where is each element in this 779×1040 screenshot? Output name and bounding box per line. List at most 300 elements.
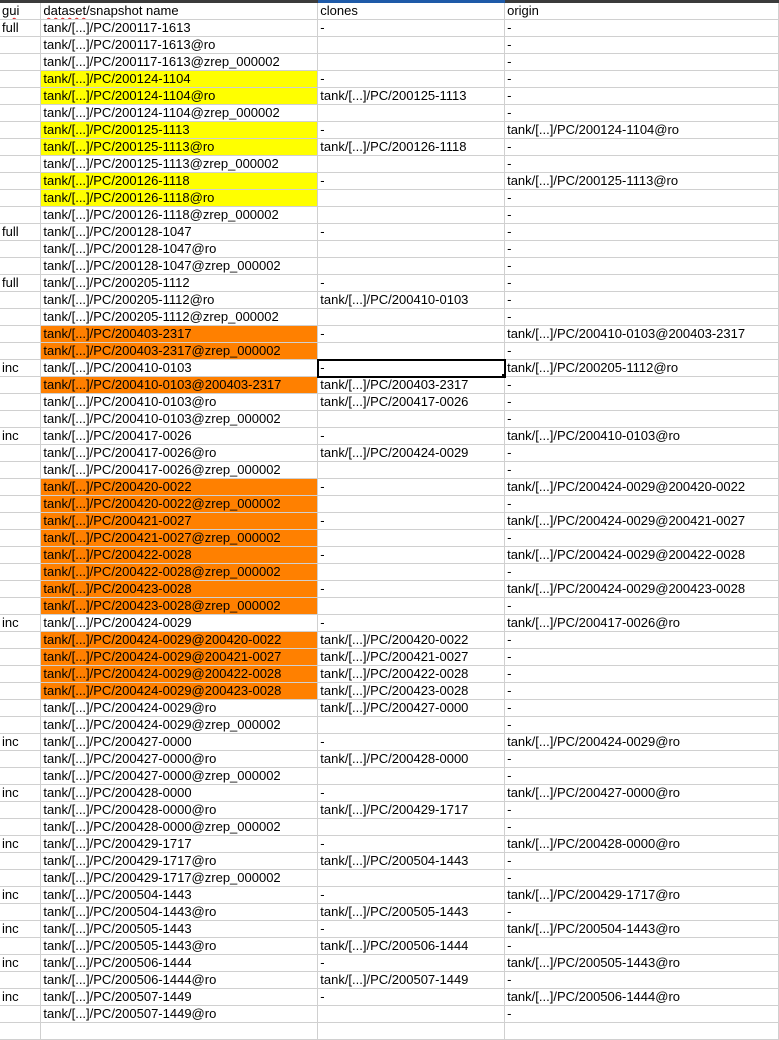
cell-gui[interactable]	[0, 513, 41, 530]
table-row	[0, 904, 779, 921]
cell-clones[interactable]	[318, 207, 505, 224]
cell-gui[interactable]	[0, 972, 41, 989]
table-row	[0, 921, 779, 938]
cell-name[interactable]: tank/[...]/PC/200124-1104	[41, 71, 318, 88]
cell-name[interactable]: tank/[...]/PC/200424-0029@200420-0022	[41, 632, 318, 649]
cell-gui[interactable]	[0, 37, 41, 54]
cell-gui[interactable]	[0, 105, 41, 122]
cell-name[interactable]: tank/[...]/PC/200423-0028	[41, 581, 318, 598]
cell-name[interactable]: tank/[...]/PC/200506-1444@ro	[41, 972, 318, 989]
cell-name[interactable]: tank/[...]/PC/200424-0029	[41, 615, 318, 632]
cell-origin[interactable]: -	[505, 20, 779, 37]
table-row	[0, 1006, 779, 1023]
cell-name[interactable]: tank/[...]/PC/200125-1113@ro	[41, 139, 318, 156]
header-cell-origin[interactable]	[505, 3, 779, 20]
table-row	[0, 173, 779, 190]
table-row	[0, 224, 779, 241]
cell-clones[interactable]: -	[318, 20, 505, 37]
cell-clones[interactable]: tank/[...]/PC/200507-1449	[318, 972, 505, 989]
cell-gui[interactable]	[0, 819, 41, 836]
cell-origin[interactable]: tank/[...]/PC/200429-1717@ro	[505, 887, 779, 904]
cell-clones[interactable]: tank/[...]/PC/200428-0000	[318, 751, 505, 768]
cell-origin[interactable]: -	[505, 105, 779, 122]
cell-origin[interactable]: -	[505, 292, 779, 309]
table-row	[0, 105, 779, 122]
cell-gui[interactable]	[0, 462, 41, 479]
cell-gui[interactable]	[0, 258, 41, 275]
cell-gui[interactable]	[0, 496, 41, 513]
table-row	[0, 207, 779, 224]
cell-name[interactable]: tank/[...]/PC/200429-1717	[41, 836, 318, 853]
cell-clones[interactable]: tank/[...]/PC/200125-1113	[318, 88, 505, 105]
cell-clones[interactable]	[318, 241, 505, 258]
cell-gui[interactable]: inc	[0, 785, 41, 802]
cell-gui[interactable]	[0, 547, 41, 564]
table-row	[0, 785, 779, 802]
cell-gui[interactable]	[0, 377, 41, 394]
cell-origin[interactable]: -	[505, 751, 779, 768]
cell-origin[interactable]: -	[505, 258, 779, 275]
cell-gui[interactable]	[0, 292, 41, 309]
cell-clones[interactable]: -	[318, 479, 505, 496]
cell-name[interactable]: tank/[...]/PC/200504-1443@ro	[41, 904, 318, 921]
cell-name[interactable]: tank/[...]/PC/200422-0028	[41, 547, 318, 564]
cell-gui[interactable]: inc	[0, 360, 41, 377]
cell-clones[interactable]: tank/[...]/PC/200505-1443	[318, 904, 505, 921]
cell-origin[interactable]: -	[505, 275, 779, 292]
cell-clones[interactable]: tank/[...]/PC/200421-0027	[318, 649, 505, 666]
cell-name[interactable]: tank/[...]/PC/200128-1047@zrep_000002	[41, 258, 318, 275]
cell-clones[interactable]	[318, 598, 505, 615]
cell-origin[interactable]: -	[505, 853, 779, 870]
header-cell-name[interactable]	[41, 3, 318, 20]
table-row	[0, 751, 779, 768]
table-row	[0, 649, 779, 666]
cell-name[interactable]: tank/[...]/PC/200205-1112	[41, 275, 318, 292]
cell-gui[interactable]: full	[0, 20, 41, 37]
cell-gui[interactable]	[0, 207, 41, 224]
cell-origin[interactable]: tank/[...]/PC/200424-0029@200420-0022	[505, 479, 779, 496]
cell-clones[interactable]: tank/[...]/PC/200424-0029	[318, 445, 505, 462]
cell-origin[interactable]: tank/[...]/PC/200205-1112@ro	[505, 360, 779, 377]
header-row	[0, 3, 779, 20]
cell-gui[interactable]	[0, 802, 41, 819]
cell-name[interactable]: tank/[...]/PC/200428-0000@zrep_000002	[41, 819, 318, 836]
table-row	[0, 717, 779, 734]
table-row	[0, 513, 779, 530]
cell-gui[interactable]	[0, 1006, 41, 1023]
cell-clones[interactable]	[318, 564, 505, 581]
table-row	[0, 632, 779, 649]
table-row	[0, 309, 779, 326]
table-row	[0, 1023, 779, 1040]
cell-clones[interactable]: -	[318, 887, 505, 904]
cell-gui[interactable]	[0, 173, 41, 190]
table-row	[0, 139, 779, 156]
cell-origin[interactable]: -	[505, 445, 779, 462]
table-row	[0, 462, 779, 479]
cell-clones[interactable]: -	[318, 921, 505, 938]
cell-origin[interactable]: -	[505, 394, 779, 411]
table-row	[0, 20, 779, 37]
cell-name[interactable]: tank/[...]/PC/200427-0000@ro	[41, 751, 318, 768]
cell-name[interactable]: tank/[...]/PC/200420-0022@zrep_000002	[41, 496, 318, 513]
cell-name[interactable]: tank/[...]/PC/200410-0103@200403-2317	[41, 377, 318, 394]
cell-gui[interactable]: full	[0, 275, 41, 292]
cell-origin[interactable]: -	[505, 71, 779, 88]
cell-clones[interactable]	[318, 768, 505, 785]
cell-clones[interactable]	[318, 190, 505, 207]
cell-gui[interactable]	[0, 88, 41, 105]
cell-origin[interactable]: tank/[...]/PC/200424-0029@200422-0028	[505, 547, 779, 564]
table-row	[0, 734, 779, 751]
cell-clones[interactable]	[318, 309, 505, 326]
cell-name[interactable]: tank/[...]/PC/200124-1104@zrep_000002	[41, 105, 318, 122]
table-row	[0, 71, 779, 88]
table-row	[0, 343, 779, 360]
cell-gui[interactable]	[0, 700, 41, 717]
cell-gui[interactable]	[0, 394, 41, 411]
cell-clones[interactable]: -	[318, 547, 505, 564]
cell-name[interactable]: tank/[...]/PC/200421-0027	[41, 513, 318, 530]
cell-origin[interactable]: -	[505, 768, 779, 785]
cell-gui[interactable]	[0, 241, 41, 258]
cell-name[interactable]: tank/[...]/PC/200403-2317	[41, 326, 318, 343]
cell-origin[interactable]: -	[505, 156, 779, 173]
cell-clones[interactable]	[318, 105, 505, 122]
table-row	[0, 496, 779, 513]
cell-origin[interactable]: -	[505, 802, 779, 819]
cell-clones[interactable]	[318, 496, 505, 513]
table-row	[0, 802, 779, 819]
cell-origin[interactable]: -	[505, 717, 779, 734]
cell-clones[interactable]: -	[318, 428, 505, 445]
table-row	[0, 377, 779, 394]
cell-clones[interactable]: tank/[...]/PC/200417-0026	[318, 394, 505, 411]
cell-clones[interactable]: tank/[...]/PC/200429-1717	[318, 802, 505, 819]
cell-name[interactable]: tank/[...]/PC/200126-1118	[41, 173, 318, 190]
cell-name[interactable]: tank/[...]/PC/200128-1047	[41, 224, 318, 241]
cell-name[interactable]: tank/[...]/PC/200126-1118@zrep_000002	[41, 207, 318, 224]
cell-origin[interactable]: -	[505, 496, 779, 513]
cell-origin[interactable]: tank/[...]/PC/200504-1443@ro	[505, 921, 779, 938]
cell-gui[interactable]	[0, 649, 41, 666]
table-row	[0, 836, 779, 853]
cell-name[interactable]: tank/[...]/PC/200506-1444	[41, 955, 318, 972]
cell-gui[interactable]	[0, 938, 41, 955]
spellcheck-underline: dataset	[43, 3, 87, 18]
cell-gui[interactable]: inc	[0, 836, 41, 853]
cell-name[interactable]: tank/[...]/PC/200125-1113	[41, 122, 318, 139]
header-cell-clones[interactable]	[318, 3, 505, 20]
cell-name[interactable]: tank/[...]/PC/200126-1118@ro	[41, 190, 318, 207]
cell-origin[interactable]: -	[505, 309, 779, 326]
cell-clones[interactable]: -	[318, 581, 505, 598]
cell-name[interactable]: tank/[...]/PC/200410-0103@ro	[41, 394, 318, 411]
cell-origin[interactable]: tank/[...]/PC/200505-1443@ro	[505, 955, 779, 972]
cell-clones[interactable]: -	[318, 989, 505, 1006]
cell-clones[interactable]: -	[318, 955, 505, 972]
cell-name[interactable]: tank/[...]/PC/200125-1113@zrep_000002	[41, 156, 318, 173]
cell-gui[interactable]	[0, 326, 41, 343]
cell-origin[interactable]: -	[505, 598, 779, 615]
table-row	[0, 122, 779, 139]
cell-name[interactable]: tank/[...]/PC/200424-0029@zrep_000002	[41, 717, 318, 734]
cell-origin[interactable]: -	[505, 190, 779, 207]
header-name-label: dataset/snapshot name	[43, 3, 179, 18]
cell-gui[interactable]	[0, 666, 41, 683]
cell-gui[interactable]	[0, 139, 41, 156]
cell-origin[interactable]: tank/[...]/PC/200506-1444@ro	[505, 989, 779, 1006]
cell-gui[interactable]	[0, 122, 41, 139]
cell-clones[interactable]: -	[318, 173, 505, 190]
cell-gui[interactable]: inc	[0, 428, 41, 445]
cell-clones[interactable]	[318, 54, 505, 71]
table-row	[0, 445, 779, 462]
cell-gui[interactable]	[0, 71, 41, 88]
cell-clones[interactable]: -	[318, 326, 505, 343]
table-row	[0, 938, 779, 955]
cell-origin[interactable]: -	[505, 683, 779, 700]
cell-name[interactable]: tank/[...]/PC/200403-2317@zrep_000002	[41, 343, 318, 360]
cell-clones[interactable]: -	[318, 734, 505, 751]
cell-gui[interactable]: inc	[0, 921, 41, 938]
cell-origin[interactable]: tank/[...]/PC/200424-0029@200423-0028	[505, 581, 779, 598]
cell-gui[interactable]: inc	[0, 615, 41, 632]
cell-gui[interactable]	[0, 530, 41, 547]
cell-origin[interactable]: -	[505, 700, 779, 717]
cell-gui[interactable]	[0, 343, 41, 360]
cell-gui[interactable]	[0, 870, 41, 887]
cell-origin[interactable]: -	[505, 972, 779, 989]
cell-name[interactable]: tank/[...]/PC/200504-1443	[41, 887, 318, 904]
cell-gui[interactable]	[0, 598, 41, 615]
cell-clones[interactable]	[318, 343, 505, 360]
cell-gui[interactable]	[0, 190, 41, 207]
cell-clones[interactable]	[318, 258, 505, 275]
cell-clones[interactable]	[318, 156, 505, 173]
cell-gui[interactable]: inc	[0, 734, 41, 751]
cell-gui[interactable]	[0, 581, 41, 598]
cell-gui[interactable]: inc	[0, 989, 41, 1006]
table-row	[0, 989, 779, 1006]
cell-origin[interactable]: -	[505, 224, 779, 241]
cell-origin[interactable]: -	[505, 88, 779, 105]
cell-name[interactable]: tank/[...]/PC/200505-1443	[41, 921, 318, 938]
cell-origin[interactable]: -	[505, 649, 779, 666]
cell-name[interactable]: tank/[...]/PC/200427-0000	[41, 734, 318, 751]
header-cell-gui[interactable]	[0, 3, 41, 20]
cell-clones[interactable]	[318, 37, 505, 54]
cell-name[interactable]: tank/[...]/PC/200421-0027@zrep_000002	[41, 530, 318, 547]
cell-gui[interactable]	[0, 904, 41, 921]
cell-origin[interactable]: -	[505, 462, 779, 479]
cell-gui[interactable]	[0, 853, 41, 870]
cell-clones[interactable]	[318, 1006, 505, 1023]
cell-name[interactable]: tank/[...]/PC/200128-1047@ro	[41, 241, 318, 258]
selected-cell[interactable]: -	[318, 360, 505, 377]
cell-gui[interactable]	[0, 1023, 41, 1040]
cell-origin[interactable]: -	[505, 1006, 779, 1023]
table-row	[0, 530, 779, 547]
table-row	[0, 955, 779, 972]
table-row	[0, 972, 779, 989]
cell-clones[interactable]: tank/[...]/PC/200403-2317	[318, 377, 505, 394]
cell-name[interactable]: tank/[...]/PC/200424-0029@ro	[41, 700, 318, 717]
cell-clones[interactable]	[318, 870, 505, 887]
cell-origin[interactable]: -	[505, 666, 779, 683]
table-row	[0, 581, 779, 598]
cell-origin[interactable]: -	[505, 530, 779, 547]
cell-gui[interactable]	[0, 683, 41, 700]
cell-gui[interactable]	[0, 445, 41, 462]
table-row	[0, 275, 779, 292]
table-row	[0, 479, 779, 496]
cell-origin[interactable]: -	[505, 564, 779, 581]
table-row	[0, 870, 779, 887]
cell-origin[interactable]: -	[505, 819, 779, 836]
cell-name[interactable]: tank/[...]/PC/200424-0029@200422-0028	[41, 666, 318, 683]
cell-origin[interactable]: tank/[...]/PC/200417-0026@ro	[505, 615, 779, 632]
cell-origin[interactable]: tank/[...]/PC/200424-0029@200421-0027	[505, 513, 779, 530]
cell-name[interactable]: tank/[...]/PC/200423-0028@zrep_000002	[41, 598, 318, 615]
cell-origin[interactable]: tank/[...]/PC/200410-0103@ro	[505, 428, 779, 445]
cell-clones[interactable]	[318, 411, 505, 428]
cell-clones[interactable]: tank/[...]/PC/200423-0028	[318, 683, 505, 700]
table-row	[0, 241, 779, 258]
cell-origin[interactable]: tank/[...]/PC/200125-1113@ro	[505, 173, 779, 190]
cell-name[interactable]: tank/[...]/PC/200505-1443@ro	[41, 938, 318, 955]
cell-name[interactable]: tank/[...]/PC/200424-0029@200423-0028	[41, 683, 318, 700]
cell-gui[interactable]	[0, 768, 41, 785]
cell-gui[interactable]	[0, 309, 41, 326]
header-origin-label: origin	[507, 3, 539, 18]
cell-name[interactable]: tank/[...]/PC/200427-0000@zrep_000002	[41, 768, 318, 785]
cell-origin[interactable]: -	[505, 632, 779, 649]
cell-origin[interactable]: tank/[...]/PC/200428-0000@ro	[505, 836, 779, 853]
cell-origin[interactable]	[505, 1023, 779, 1040]
cell-origin[interactable]: -	[505, 377, 779, 394]
cell-name[interactable]: tank/[...]/PC/200422-0028@zrep_000002	[41, 564, 318, 581]
cell-name[interactable]: tank/[...]/PC/200410-0103	[41, 360, 318, 377]
table-row	[0, 258, 779, 275]
cell-gui[interactable]: full	[0, 224, 41, 241]
table-row	[0, 37, 779, 54]
cell-name[interactable]: tank/[...]/PC/200428-0000	[41, 785, 318, 802]
cell-name[interactable]: tank/[...]/PC/200507-1449@ro	[41, 1006, 318, 1023]
cell-clones[interactable]: tank/[...]/PC/200427-0000	[318, 700, 505, 717]
cell-origin[interactable]: tank/[...]/PC/200427-0000@ro	[505, 785, 779, 802]
table-row	[0, 156, 779, 173]
cell-origin[interactable]: -	[505, 904, 779, 921]
cell-origin[interactable]: tank/[...]/PC/200410-0103@200403-2317	[505, 326, 779, 343]
spreadsheet-grid	[0, 3, 779, 1040]
cell-clones[interactable]: -	[318, 785, 505, 802]
cell-clones[interactable]: -	[318, 122, 505, 139]
cell-name[interactable]: tank/[...]/PC/200429-1717@ro	[41, 853, 318, 870]
cell-gui[interactable]	[0, 564, 41, 581]
header-clones-label: clones	[320, 3, 358, 18]
table-row	[0, 853, 779, 870]
table-row	[0, 683, 779, 700]
cell-clones[interactable]: -	[318, 513, 505, 530]
table-row	[0, 887, 779, 904]
cell-origin[interactable]: -	[505, 207, 779, 224]
table-row	[0, 598, 779, 615]
cell-gui[interactable]	[0, 479, 41, 496]
table-row	[0, 564, 779, 581]
cell-origin[interactable]: -	[505, 411, 779, 428]
cell-clones[interactable]: tank/[...]/PC/200410-0103	[318, 292, 505, 309]
cell-gui[interactable]: inc	[0, 887, 41, 904]
cell-gui[interactable]	[0, 411, 41, 428]
cell-gui[interactable]	[0, 751, 41, 768]
cell-clones[interactable]: -	[318, 836, 505, 853]
fill-handle[interactable]	[502, 374, 505, 377]
cell-name[interactable]: tank/[...]/PC/200117-1613@zrep_000002	[41, 54, 318, 71]
cell-origin[interactable]: -	[505, 37, 779, 54]
cell-name[interactable]: tank/[...]/PC/200417-0026@zrep_000002	[41, 462, 318, 479]
cell-origin[interactable]: -	[505, 241, 779, 258]
cell-name[interactable]: tank/[...]/PC/200205-1112@ro	[41, 292, 318, 309]
cell-clones[interactable]	[318, 819, 505, 836]
cell-clones[interactable]: tank/[...]/PC/200504-1443	[318, 853, 505, 870]
cell-name[interactable]	[41, 1023, 318, 1040]
cell-name[interactable]: tank/[...]/PC/200428-0000@ro	[41, 802, 318, 819]
cell-name[interactable]: tank/[...]/PC/200117-1613	[41, 20, 318, 37]
cell-name[interactable]: tank/[...]/PC/200124-1104@ro	[41, 88, 318, 105]
cell-clones[interactable]	[318, 717, 505, 734]
cell-origin[interactable]: tank/[...]/PC/200124-1104@ro	[505, 122, 779, 139]
cell-clones[interactable]: -	[318, 275, 505, 292]
cell-name[interactable]: tank/[...]/PC/200507-1449	[41, 989, 318, 1006]
table-row	[0, 819, 779, 836]
cell-origin[interactable]: -	[505, 139, 779, 156]
cell-clones[interactable]: tank/[...]/PC/200506-1444	[318, 938, 505, 955]
cell-clones[interactable]	[318, 462, 505, 479]
cell-name[interactable]: tank/[...]/PC/200410-0103@zrep_000002	[41, 411, 318, 428]
cell-origin[interactable]: -	[505, 343, 779, 360]
cell-clones[interactable]	[318, 530, 505, 547]
cell-name[interactable]: tank/[...]/PC/200417-0026	[41, 428, 318, 445]
cell-origin[interactable]: -	[505, 870, 779, 887]
cell-origin[interactable]: -	[505, 938, 779, 955]
cell-name[interactable]: tank/[...]/PC/200205-1112@zrep_000002	[41, 309, 318, 326]
cell-name[interactable]: tank/[...]/PC/200417-0026@ro	[41, 445, 318, 462]
cell-name[interactable]: tank/[...]/PC/200429-1717@zrep_000002	[41, 870, 318, 887]
cell-name[interactable]: tank/[...]/PC/200420-0022	[41, 479, 318, 496]
table-row	[0, 768, 779, 785]
cell-gui[interactable]	[0, 156, 41, 173]
cell-clones[interactable]: -	[318, 71, 505, 88]
cell-clones[interactable]: tank/[...]/PC/200422-0028	[318, 666, 505, 683]
cell-gui[interactable]	[0, 54, 41, 71]
cell-gui[interactable]: inc	[0, 955, 41, 972]
table-row	[0, 428, 779, 445]
cell-origin[interactable]: tank/[...]/PC/200424-0029@ro	[505, 734, 779, 751]
cell-origin[interactable]: -	[505, 54, 779, 71]
cell-clones[interactable]	[318, 1023, 505, 1040]
cell-gui[interactable]	[0, 717, 41, 734]
table-row	[0, 88, 779, 105]
cell-gui[interactable]	[0, 632, 41, 649]
cell-name[interactable]: tank/[...]/PC/200117-1613@ro	[41, 37, 318, 54]
cell-clones[interactable]: tank/[...]/PC/200420-0022	[318, 632, 505, 649]
cell-clones[interactable]: -	[318, 615, 505, 632]
cell-clones[interactable]: -	[318, 224, 505, 241]
cell-clones[interactable]: tank/[...]/PC/200126-1118	[318, 139, 505, 156]
cell-name[interactable]: tank/[...]/PC/200424-0029@200421-0027	[41, 649, 318, 666]
